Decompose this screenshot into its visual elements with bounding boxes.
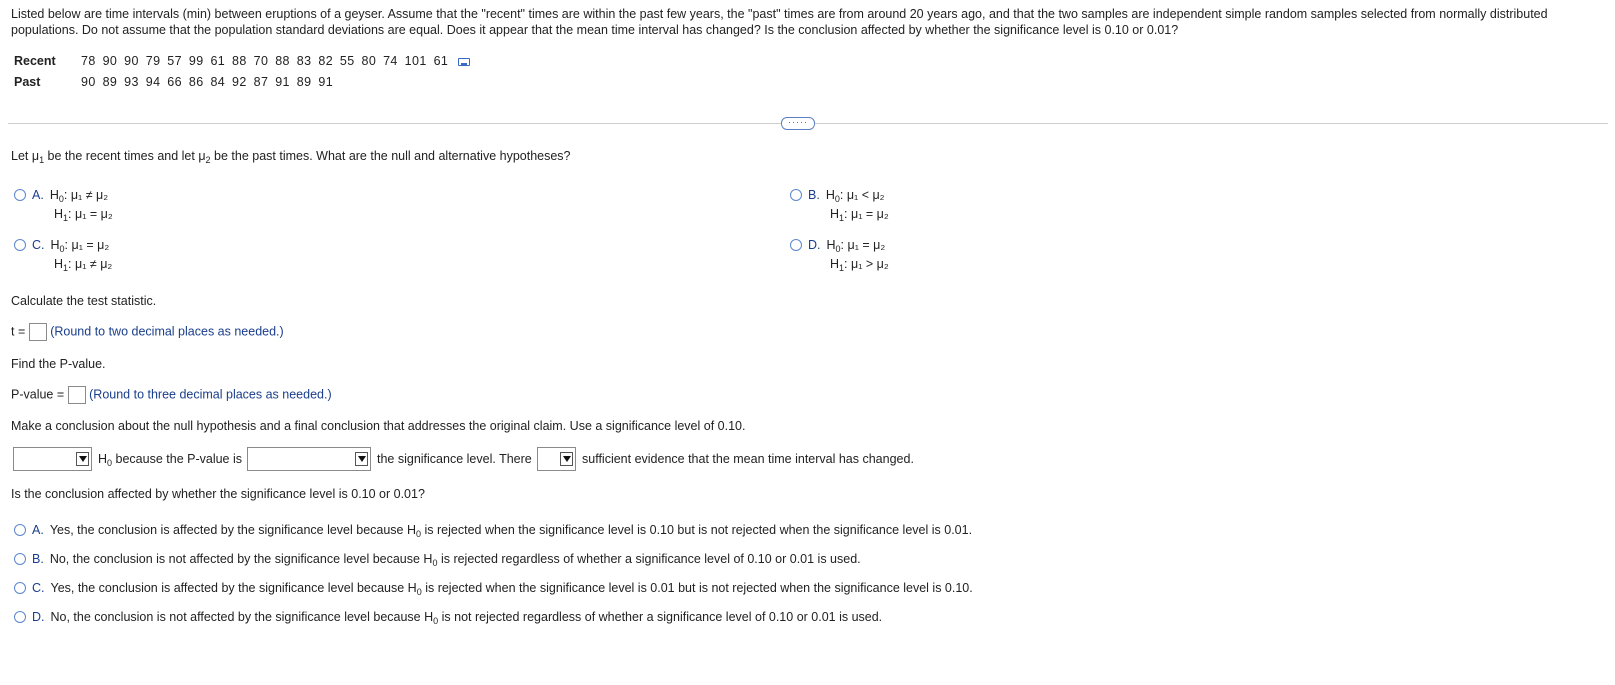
- prompt-part-1: Let μ: [11, 149, 40, 163]
- option-letter: B.: [808, 188, 820, 202]
- t-label: t =: [11, 324, 26, 339]
- chevron-down-icon[interactable]: [355, 452, 368, 466]
- hypothesis-option-d[interactable]: D. $H_0$: μ₁ = μ₂ $H_1$: μ₁ > μ₂: [790, 236, 889, 274]
- radio-button[interactable]: [790, 189, 802, 201]
- option-text-end: is rejected when the significance level is 0.01 but is not rejected when the significance level is 0.10.: [421, 581, 973, 595]
- alt-hypothesis: μ₁ ≠ μ₂: [75, 257, 113, 271]
- p-value-input[interactable]: [68, 386, 86, 404]
- p-value-row: [11, 386, 332, 404]
- hypotheses-prompt: Let $\mu_1$ be the recent times and let $\mu_2$ be the past times. What are the null and alternative hypotheses?: [11, 149, 571, 165]
- conclusion-prompt: Make a conclusion about the null hypothesis and a final conclusion that addresses the original claim. Use a significance level of 0.10.: [11, 419, 746, 433]
- option-text-start: Yes, the conclusion is affected by the significance level because H: [50, 581, 417, 595]
- radio-button[interactable]: [14, 189, 26, 201]
- option-letter: C.: [32, 581, 45, 595]
- past-values: 90 89 93 94 66 86 84 92 87 91 89 91: [81, 75, 334, 89]
- recent-values-text: 78 90 90 79 57 99 61 88 70 88 83 82 55 80 74 101 61: [81, 54, 449, 68]
- conclusion-text-1: $H_0$ because the P-value is: [98, 452, 242, 468]
- null-hypothesis: μ₁ < μ₂: [846, 188, 885, 202]
- problem-statement: Listed below are time intervals (min) between eruptions of a geyser. Assume that the "recent" times are within the past few years, the "past" times are from around 20 years ago, and that the two samples are independent simple random samples selected from normally distributed populations. Do not assume that the population standard deviations are equal. Does it appear that the mean time interval has changed? Is the conclusion affected by whether the significance level is 0.10 or 0.01?: [11, 7, 1548, 37]
- conclusion-text-1-label: because the P-value is: [115, 452, 242, 466]
- conclusion-text-2: the significance level. There: [377, 452, 532, 466]
- option-text-start: No, the conclusion is not affected by the significance level because H: [49, 552, 433, 566]
- null-hypothesis: μ₁ = μ₂: [847, 238, 886, 252]
- hypothesis-option-c[interactable]: C. $H_0$: μ₁ = μ₂ $H_1$: μ₁ ≠ μ₂: [14, 236, 112, 274]
- null-decision-dropdown[interactable]: [13, 447, 92, 471]
- option-text-end: is rejected regardless of whether a significance level of 0.10 or 0.01 is used.: [437, 552, 861, 566]
- significance-option-d[interactable]: D. No, the conclusion is not affected by the significance level because $H_0$ is not rejected regardless of whether a significance level of 0.10 or 0.01 is used.: [14, 610, 882, 624]
- significance-option-a[interactable]: A. Yes, the conclusion is affected by the significance level because $H_0$ is rejected when the significance level is 0.10 but is not rejected when the significance level is 0.01.: [14, 523, 972, 537]
- recent-label: Recent: [14, 54, 56, 68]
- p-value-label: P-value =: [11, 387, 65, 402]
- radio-button[interactable]: [14, 553, 26, 565]
- significance-option-c[interactable]: C. Yes, the conclusion is affected by the significance level because $H_0$ is rejected when the significance level is 0.01 but is not rejected when the significance level is 0.10.: [14, 581, 973, 595]
- expand-more-button[interactable]: ·····: [781, 117, 815, 130]
- conclusion-text-3: sufficient evidence that the mean time interval has changed.: [582, 452, 914, 466]
- prompt-part-2: be the recent times and let μ: [44, 149, 206, 163]
- radio-button[interactable]: [14, 524, 26, 536]
- option-text-start: No, the conclusion is not affected by the significance level because H: [50, 610, 434, 624]
- recent-values: [81, 54, 470, 68]
- p-value-prompt: Find the P-value.: [11, 357, 106, 371]
- option-letter: B.: [32, 552, 44, 566]
- rounding-hint: (Round to three decimal places as needed.): [89, 387, 332, 402]
- alt-hypothesis: μ₁ > μ₂: [851, 257, 889, 271]
- alt-hypothesis: μ₁ = μ₂: [851, 207, 889, 221]
- chevron-down-icon[interactable]: [560, 452, 573, 466]
- option-text-start: Yes, the conclusion is affected by the significance level because H: [49, 523, 417, 537]
- copy-data-icon[interactable]: [458, 58, 470, 66]
- option-letter: D.: [808, 238, 821, 252]
- null-hypothesis: μ₁ = μ₂: [71, 238, 110, 252]
- option-text-end: is not rejected regardless of whether a significance level of 0.10 or 0.01 is used.: [438, 610, 883, 624]
- rounding-hint: (Round to two decimal places as needed.): [50, 324, 284, 339]
- option-text-end: is rejected when the significance level is 0.10 but is not rejected when the significance level is 0.01.: [421, 523, 973, 537]
- option-letter: C.: [32, 238, 45, 252]
- test-statistic-prompt: Calculate the test statistic.: [11, 294, 157, 308]
- radio-button[interactable]: [14, 611, 26, 623]
- significance-option-b[interactable]: B. No, the conclusion is not affected by the significance level because $H_0$ is rejected regardless of whether a significance level of 0.10 or 0.01 is used.: [14, 552, 861, 566]
- radio-button[interactable]: [14, 582, 26, 594]
- option-letter: D.: [32, 610, 45, 624]
- radio-button[interactable]: [790, 239, 802, 251]
- radio-button[interactable]: [14, 239, 26, 251]
- option-letter: A.: [32, 188, 44, 202]
- chevron-down-icon[interactable]: [76, 452, 89, 466]
- alt-hypothesis: μ₁ = μ₂: [75, 207, 113, 221]
- t-statistic-input[interactable]: [29, 323, 47, 341]
- evidence-dropdown[interactable]: [537, 447, 576, 471]
- comparison-dropdown[interactable]: [247, 447, 371, 471]
- past-label: Past: [14, 75, 41, 89]
- hypothesis-option-b[interactable]: B. $H_0$: μ₁ < μ₂ $H_1$: μ₁ = μ₂: [790, 186, 889, 224]
- test-statistic-row: [11, 323, 284, 341]
- prompt-part-3: be the past times. What are the null and alternative hypotheses?: [210, 149, 571, 163]
- option-letter: A.: [32, 523, 44, 537]
- hypothesis-option-a[interactable]: A. $H_0$: μ₁ ≠ μ₂ $H_1$: μ₁ = μ₂: [14, 186, 113, 224]
- null-hypothesis: μ₁ ≠ μ₂: [70, 188, 109, 202]
- significance-question: Is the conclusion affected by whether the significance level is 0.10 or 0.01?: [11, 487, 425, 501]
